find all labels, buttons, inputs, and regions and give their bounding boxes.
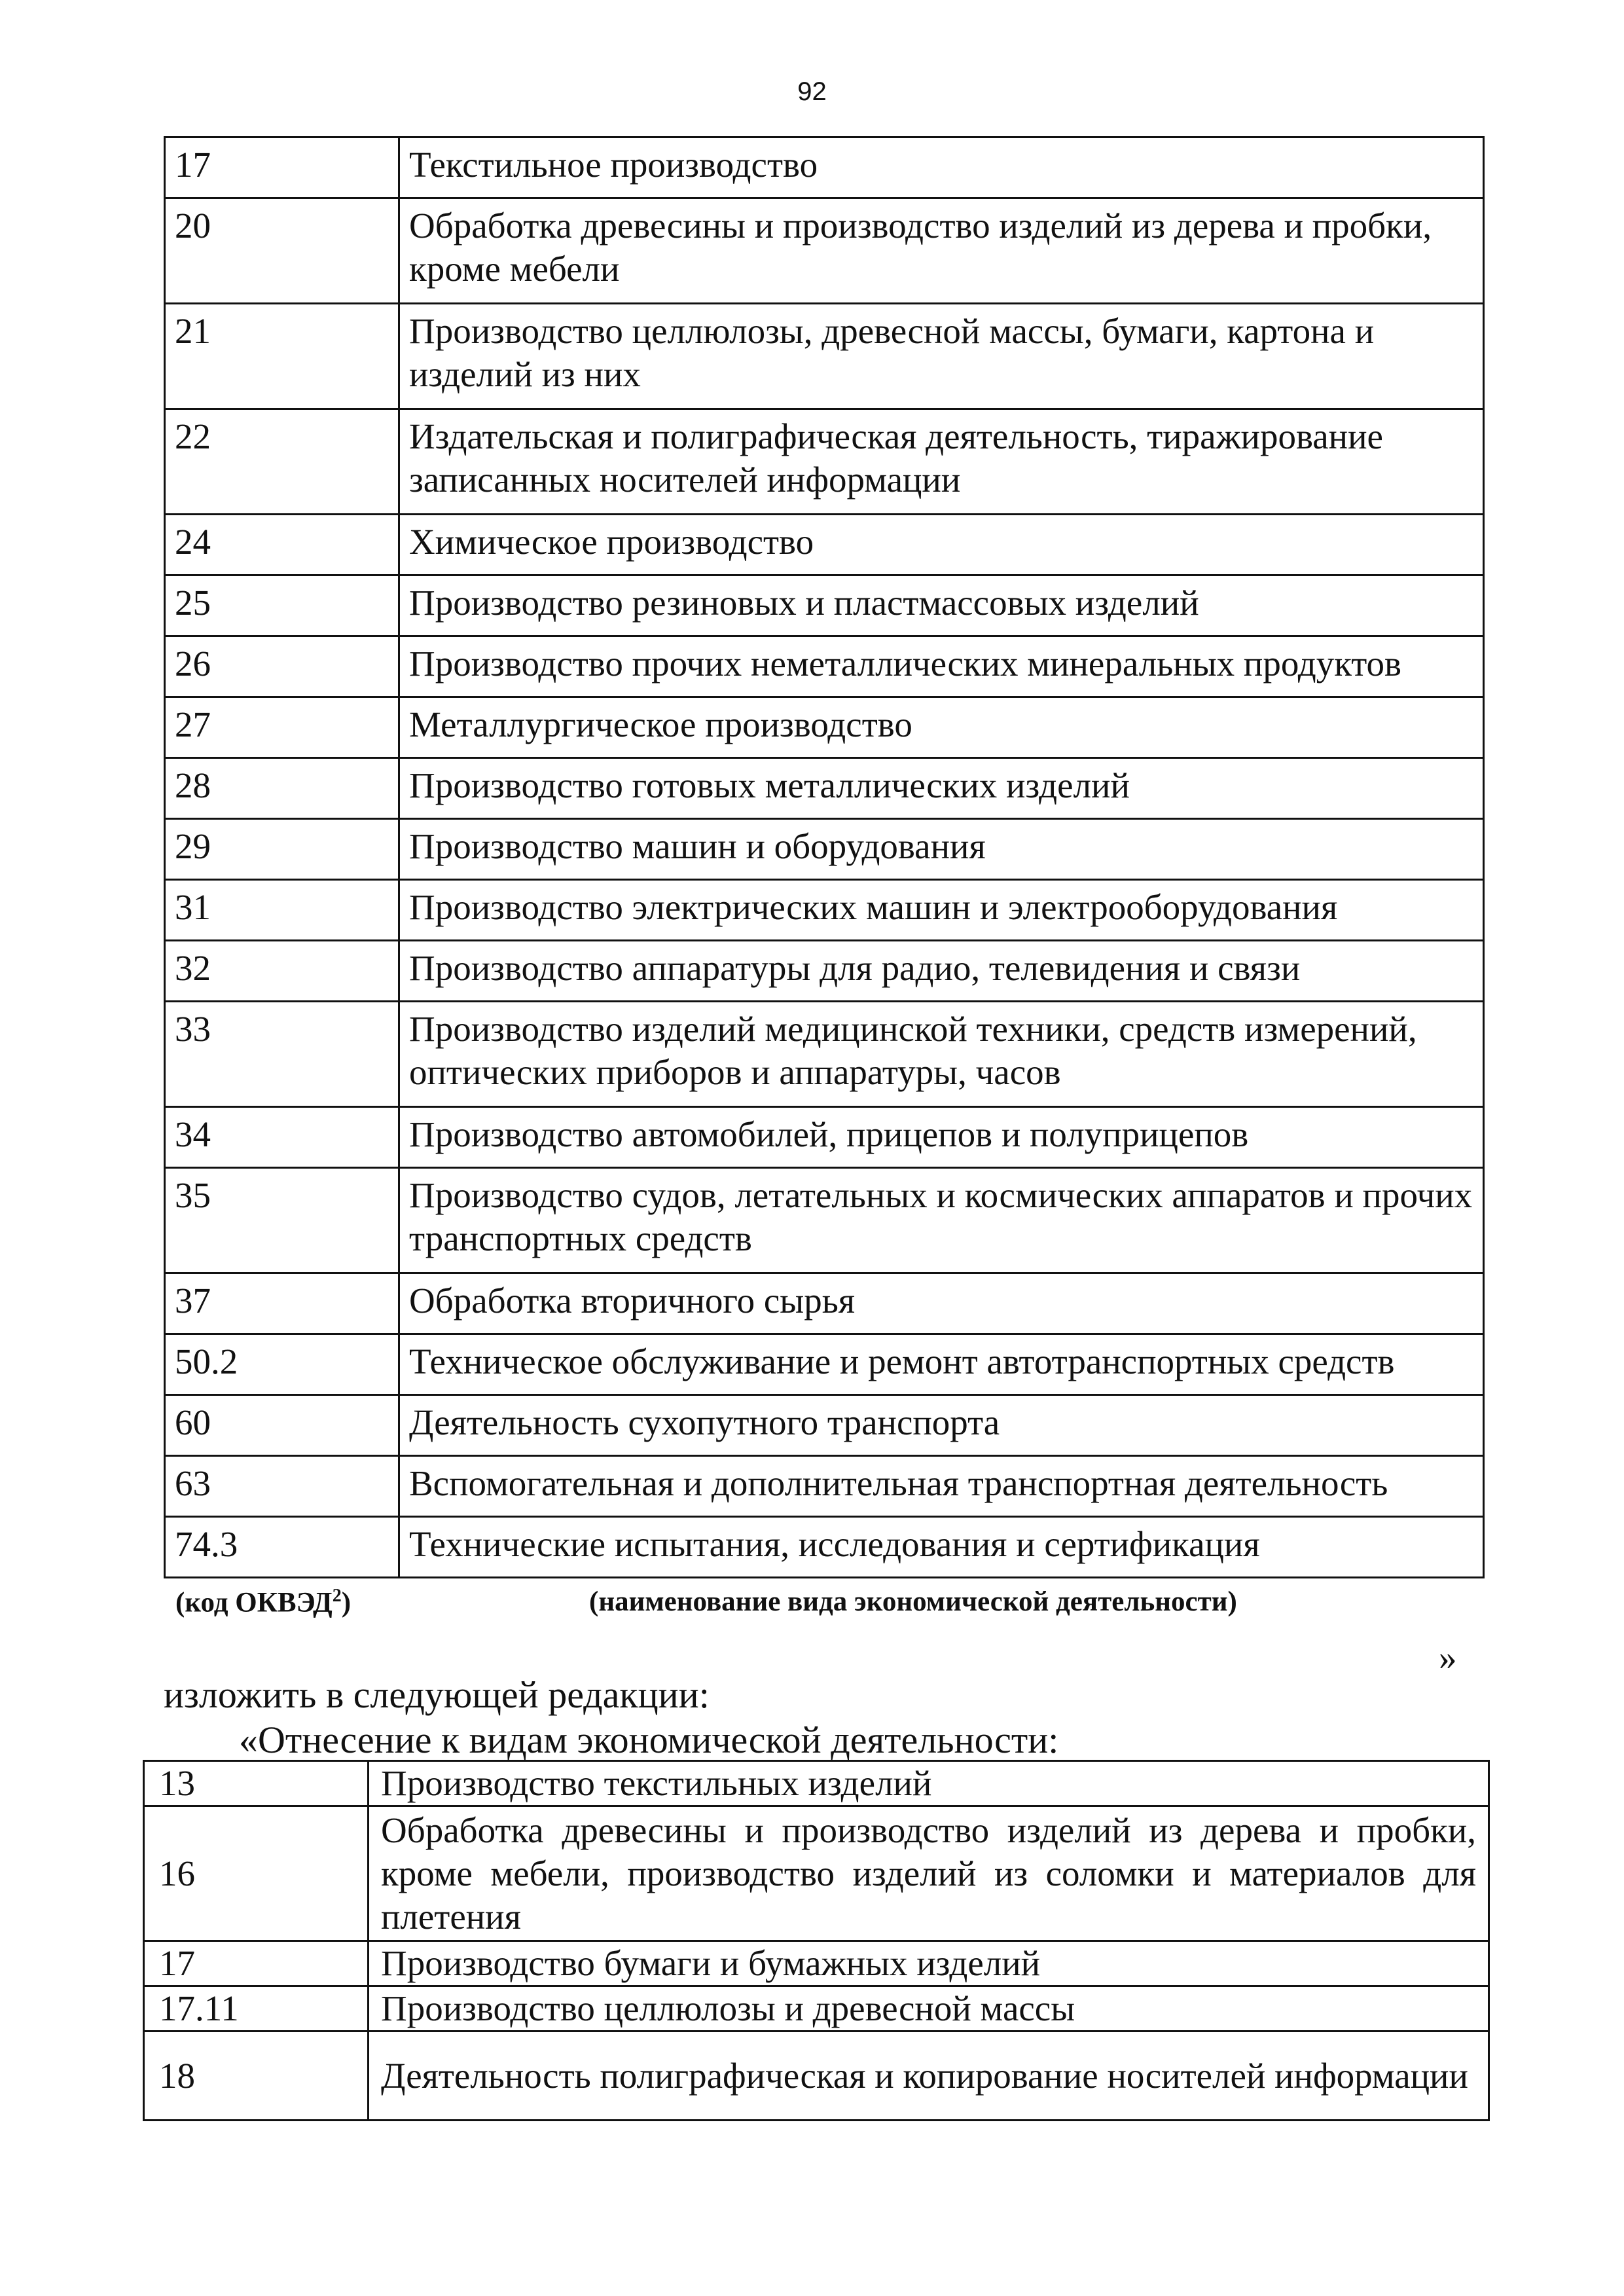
table-row xyxy=(165,1002,1484,1107)
table-row xyxy=(165,941,1484,1002)
okved-code: 21 xyxy=(165,304,399,409)
activity-name: Обработка вторичного сырья xyxy=(399,1273,1484,1334)
okved-code: 35 xyxy=(165,1168,399,1273)
okved-code: 60 xyxy=(165,1395,399,1456)
activity-name: Обработка древесины и производство изделий из дерева и пробки, кроме мебели, производство изделий из соломки и материалов для плетения xyxy=(369,1806,1489,1941)
closing-quote: » xyxy=(1439,1637,1457,1677)
table-row xyxy=(165,137,1484,198)
table-row xyxy=(165,1395,1484,1456)
table-row xyxy=(165,304,1484,409)
okved-code: 29 xyxy=(165,819,399,880)
okved-code: 37 xyxy=(165,1273,399,1334)
table-row xyxy=(165,1334,1484,1395)
okved-code: 17 xyxy=(165,137,399,198)
activity-name: Издательская и полиграфическая деятельность, тиражирование записанных носителей информации xyxy=(399,409,1484,515)
activity-name: Производство бумаги и бумажных изделий xyxy=(369,1941,1489,1986)
okved-code: 50.2 xyxy=(165,1334,399,1395)
activity-name: Производство прочих неметаллических минеральных продуктов xyxy=(399,636,1484,697)
okved-code: 13 xyxy=(144,1761,369,1806)
page-number: 92 xyxy=(797,77,827,106)
okved-code: 63 xyxy=(165,1456,399,1517)
activity-name: Производство изделий медицинской техники, средств измерений, оптических приборов и аппаратуры, часов xyxy=(399,1002,1484,1107)
table-row xyxy=(165,1273,1484,1334)
okved-code: 33 xyxy=(165,1002,399,1107)
okved-code: 31 xyxy=(165,880,399,941)
okved-code: 32 xyxy=(165,941,399,1002)
table-row xyxy=(165,575,1484,636)
activity-name: Металлургическое производство xyxy=(399,697,1484,758)
activity-name: Производство целлюлозы и древесной массы xyxy=(369,1986,1489,2032)
activity-name: Техническое обслуживание и ремонт автотранспортных средств xyxy=(399,1334,1484,1395)
okved-code: 26 xyxy=(165,636,399,697)
table-row xyxy=(165,697,1484,758)
activity-name: Вспомогательная и дополнительная транспортная деятельность xyxy=(399,1456,1484,1517)
okved-code-caption: (код ОКВЭД$^2$) xyxy=(175,1586,352,1618)
table-row xyxy=(165,1168,1484,1273)
activity-name: Производство машин и оборудования xyxy=(399,819,1484,880)
okved-code: 25 xyxy=(165,575,399,636)
activity-name: Обработка древесины и производство изделий из дерева и пробки, кроме мебели xyxy=(399,198,1484,304)
table-row xyxy=(144,1941,1489,1986)
okved-code: 74.3 xyxy=(165,1517,399,1578)
table-row xyxy=(144,1806,1489,1941)
table-row xyxy=(165,515,1484,575)
activity-name: Деятельность полиграфическая и копирование носителей информации xyxy=(369,2032,1489,2121)
okved-code: 34 xyxy=(165,1107,399,1168)
table-row xyxy=(165,1456,1484,1517)
okved-code: 28 xyxy=(165,758,399,819)
activity-name: Производство текстильных изделий xyxy=(369,1761,1489,1806)
okved-code: 20 xyxy=(165,198,399,304)
okved-code: 24 xyxy=(165,515,399,575)
activity-name: Производство электрических машин и электрооборудования xyxy=(399,880,1484,941)
okved-code: 27 xyxy=(165,697,399,758)
activity-name: Производство готовых металлических изделий xyxy=(399,758,1484,819)
activity-name: Производство резиновых и пластмассовых изделий xyxy=(399,575,1484,636)
okved-code: 18 xyxy=(144,2032,369,2121)
table-row xyxy=(144,1761,1489,1806)
activity-name: Текстильное производство xyxy=(399,137,1484,198)
table-row xyxy=(165,880,1484,941)
okved-code: 22 xyxy=(165,409,399,515)
table-row xyxy=(144,1986,1489,2032)
table-row xyxy=(165,819,1484,880)
activity-name: Производство аппаратуры для радио, телевидения и связи xyxy=(399,941,1484,1002)
okved-table-new xyxy=(143,1760,1490,2121)
table-row xyxy=(165,758,1484,819)
table-row xyxy=(165,198,1484,304)
activity-name: Деятельность сухопутного транспорта xyxy=(399,1395,1484,1456)
activity-name: Химическое производство xyxy=(399,515,1484,575)
table-row xyxy=(165,1107,1484,1168)
activity-name-caption: (наименование вида экономической деятельности) xyxy=(589,1586,1237,1617)
activity-name: Производство судов, летательных и космических аппаратов и прочих транспортных средств xyxy=(399,1168,1484,1273)
table-row xyxy=(144,2032,1489,2121)
okved-code: 17.11 xyxy=(144,1986,369,2032)
activity-name: Производство целлюлозы, древесной массы, бумаги, картона и изделий из них xyxy=(399,304,1484,409)
table-row xyxy=(165,409,1484,515)
table-row xyxy=(165,636,1484,697)
activity-name: Технические испытания, исследования и сертификация xyxy=(399,1517,1484,1578)
okved-code: 17 xyxy=(144,1941,369,1986)
table-row xyxy=(165,1517,1484,1578)
okved-table-old xyxy=(164,136,1485,1578)
activity-name: Производство автомобилей, прицепов и полуприцепов xyxy=(399,1107,1484,1168)
okved-code: 16 xyxy=(144,1806,369,1941)
amendment-instruction: изложить в следующей редакции: xyxy=(164,1673,710,1716)
new-section-heading: «Отнесение к видам экономической деятельности: xyxy=(239,1719,1059,1761)
